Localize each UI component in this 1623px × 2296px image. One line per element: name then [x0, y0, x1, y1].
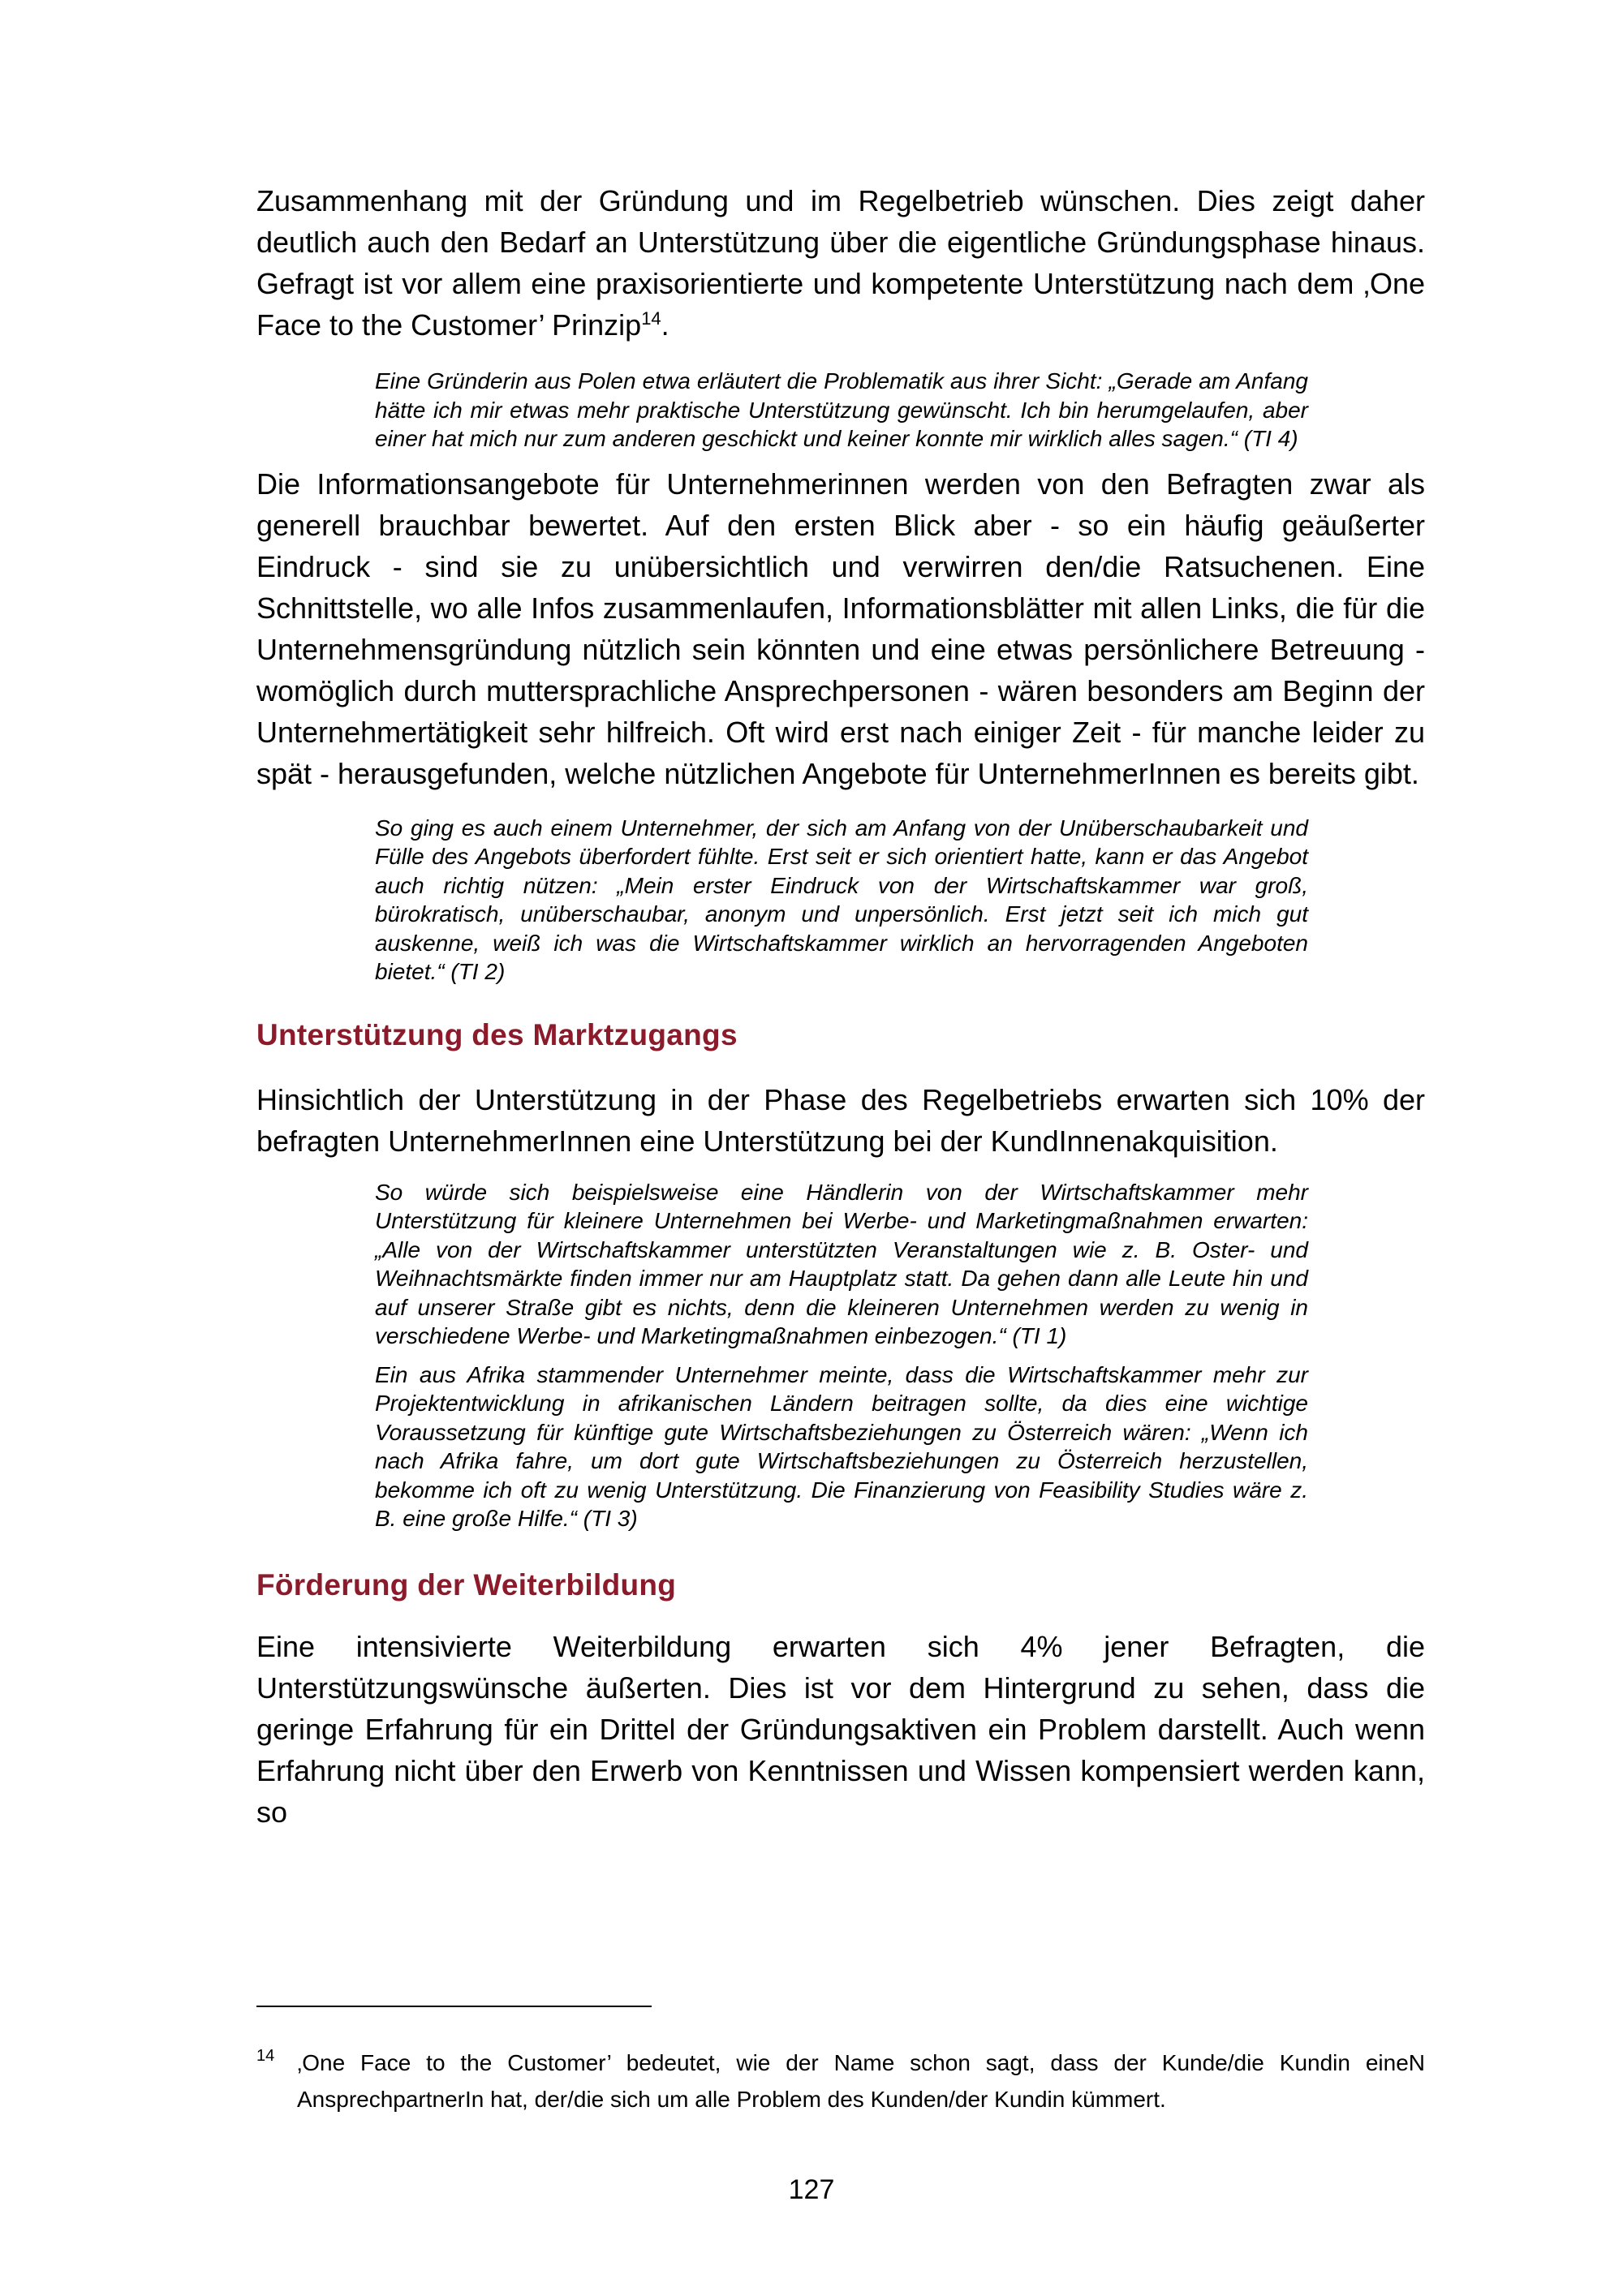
footnote-reference[interactable]: 14	[641, 308, 661, 329]
footnote-separator	[256, 2006, 652, 2007]
paragraph-2: Die Informationsangebote für Unternehmerinnen werden von den Befragten zwar als generell brauchbar bewertet. Auf den ersten Blick aber - so ein häufig geäußerter Eindruck - sind sie zu unübersichtlich und verwirren den/die Ratsuchenen. Eine Schnittstelle, wo alle Infos zusammenlaufen, Informationsblätter mit allen Links, die für die Unternehmensgründung nützlich sein könnten und eine etwas persönlichere Betreuung - womöglich durch muttersprachliche Ansprechpersonen - wären besonders am Beginn der Unternehmertätigkeit sehr hilfreich. Oft wird erst nach einiger Zeit - für manche leider zu spät - herausgefunden, welche nützlichen Angebote für UnternehmerInnen es bereits gibt.	[256, 467, 1425, 790]
quote-3: So würde sich beispielsweise eine Händlerin von der Wirtschaftskammer mehr Unterstützung für kleinere Unternehmen bei Werbe- und Marketingmaßnahmen erwarten: „Alle von der Wirtschaftskammer unterstützten Veranstaltungen wie z. B. Oster- und Weihnachtsmärkte finden immer nur am Hauptplatz statt. Da gehen dann alle Leute hin und auf unserer Straße gibt es nichts, denn die kleineren Unternehmen werden zu wenig in verschiedene Werbe- und Marketingmaßnahmen einbezogen.“ (TI 1)	[375, 1179, 1308, 1348]
page-body	[256, 180, 1425, 1833]
paragraph-4: Eine intensivierte Weiterbildung erwarten sich 4% jener Befragten, die Unterstützungswünsche äußerten. Dies ist vor dem Hintergrund zu sehen, dass die geringe Erfahrung für ein Drittel der Gründungsaktiven ein Problem darstellt. Auch wenn Erfahrung nicht über den Erwerb von Kenntnissen und Wissen kompensiert werden kann, so	[256, 1629, 1425, 1829]
paragraph-3: Hinsichtlich der Unterstützung in der Phase des Regelbetriebs erwarten sich 10% der befragten UnternehmerInnen eine Unterstützung bei der KundInnenakquisition.	[256, 1082, 1425, 1158]
footnote-number: 14	[256, 2047, 275, 2065]
section-heading-marktzugang: Unterstützung des Marktzugangs	[256, 1017, 738, 1051]
paragraph-1	[256, 180, 1425, 346]
paragraph-1-text: Zusammenhang mit der Gründung und im Regelbetrieb wünschen. Dies zeigt daher deutlich auch den Bedarf an Unterstützung über die eigentliche Gründungsphase hinaus. Gefragt ist vor allem eine praxisorientierte und kompetente Unterstützung nach dem ‚One Face to the Customer’ Prinzip	[256, 184, 1425, 342]
footnote-text: ‚One Face to the Customer’ bedeutet, wie der Name schon sagt, dass der Kunde/die Kundin eineN AnsprechpartnerIn hat, der/die sich um alle Problem des Kunden/der Kundin kümmert.	[297, 2050, 1425, 2112]
footnote	[256, 2044, 1425, 2118]
quote-2: So ging es auch einem Unternehmer, der sich am Anfang von der Unüberschaubarkeit und Fülle des Angebots überfordert fühlte. Erst seit er sich orientiert hatte, kann er das Angebot auch richtig nützen: „Mein erster Eindruck von der Wirtschaftskammer war groß, bürokratisch, unüberschaubar, anonym und unpersönlich. Erst jetzt seit ich mich gut auskenne, weiß ich was die Wirtschaftskammer wirklich an hervorragenden Angeboten bietet.“ (TI 2)	[375, 815, 1308, 984]
section-heading-weiterbildung: Förderung der Weiterbildung	[256, 1567, 677, 1602]
quote-1: Eine Gründerin aus Polen etwa erläutert die Problematik aus ihrer Sicht: „Gerade am Anfang hätte ich mir etwas mehr praktische Unterstützung gewünscht. Ich bin herumgelaufen, aber einer hat mich nur zum anderen geschickt und keiner konnte mir wirklich alles sagen.“ (TI 4)	[375, 368, 1308, 451]
paragraph-1-end: .	[661, 308, 669, 342]
quote-4: Ein aus Afrika stammender Unternehmer meinte, dass die Wirtschaftskammer mehr zur Projektentwicklung in afrikanischen Ländern beitragen sollte, da dies eine wichtige Voraussetzung für künftige gute Wirtschaftsbeziehungen zu Österreich wären: „Wenn ich nach Afrika fahre, um dort gute Wirtschaftsbeziehungen zu Österreich herzustellen, bekomme ich oft zu wenig Unterstützung. Die Finanzierung von Feasibility Studies wäre z. B. eine große Hilfe.“ (TI 3)	[375, 1361, 1308, 1531]
page-number: 127	[788, 2174, 835, 2205]
